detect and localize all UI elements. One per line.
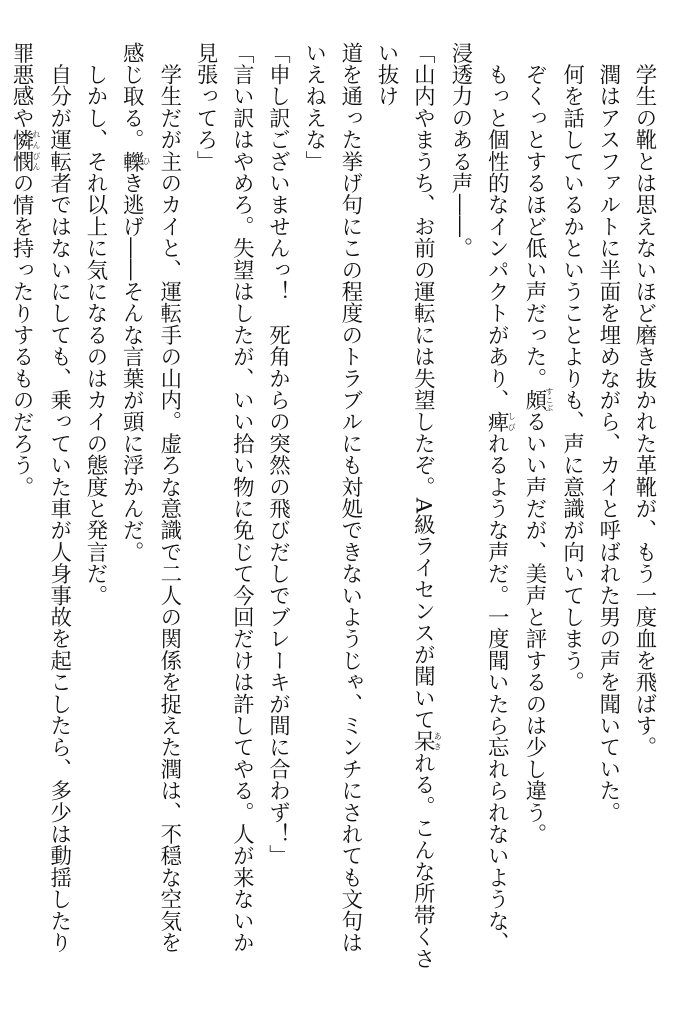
text-line: 浸透力のある声――。 bbox=[447, 42, 473, 259]
indent bbox=[157, 42, 182, 64]
furigana-ruby: 痺しび bbox=[484, 410, 517, 433]
indent bbox=[484, 42, 509, 64]
indent bbox=[632, 42, 657, 64]
furigana-ruby: 呆あき bbox=[410, 730, 443, 753]
text-line: しかし、それ以上に気になるのはカイの態度と発言だ。 bbox=[77, 42, 113, 972]
furigana-reading: しび bbox=[507, 410, 517, 433]
text-line: 道を通った挙げ句にこの程度のトラブルにも対処できないようじゃ、ミンチにされても文句は bbox=[337, 42, 363, 954]
text-line: 学生の靴とは思えないほど磨き抜かれた革靴が、もう一度血を飛ばす。 bbox=[626, 42, 662, 972]
text-line: 罪悪感や憐憫れんびんの情を持ったりするものだろう。 bbox=[9, 42, 42, 498]
furigana-ruby: 憐憫れんびん bbox=[9, 128, 42, 173]
furigana-reading: すこぶ bbox=[544, 387, 554, 413]
text-line: 自分が運転者ではないにしても、乗っていた車が人身事故を起こしたら、多少は動揺したり bbox=[41, 42, 77, 972]
indent bbox=[47, 42, 72, 64]
indent bbox=[522, 42, 547, 64]
furigana-reading: あき bbox=[433, 730, 443, 753]
indent bbox=[596, 42, 621, 64]
furigana-ruby: 轢ひ bbox=[119, 150, 152, 173]
furigana-reading: れんびん bbox=[32, 128, 42, 173]
text-line: 潤はアスファルトに半面を埋めながら、カイと呼ばれた男の声を聞いていた。 bbox=[590, 42, 626, 972]
vertical-text-body bbox=[3, 42, 662, 972]
text-line: 学生だが主のカイと、運転手の山内。虚ろな意識で二人の関係を捉えた潤は、不穏な空気を bbox=[151, 42, 187, 972]
text-line: 見張ってろ」 bbox=[193, 42, 219, 173]
text-line: 「申し訳ございませんっ！ 死角からの突然の飛びだしでブレーキが間に合わず！」 bbox=[265, 42, 291, 867]
furigana-reading: ひ bbox=[142, 150, 152, 173]
text-line: もっと個性的なインパクトがあり、痺しびれるような声だ。一度聞いたら忘れられないような、 bbox=[478, 42, 516, 972]
text-line: 何を話しているかということよりも、声に意識が向いてしまう。 bbox=[553, 42, 589, 972]
text-line: 感じ取る。轢ひき逃げ――そんな言葉が頭に浮かんだ。 bbox=[119, 42, 152, 563]
text-line: ぞくっとするほど低い声だった。頗すこぶるいい声だが、美声と評するのは少し違う。 bbox=[516, 42, 554, 972]
furigana-ruby: 頗すこぶ bbox=[521, 387, 554, 413]
text-line: 「言い訳はやめろ。失望はしたが、いい拾い物に免じて今回だけは許してやる。人が来ないか bbox=[229, 42, 255, 954]
indent bbox=[83, 42, 108, 64]
indent bbox=[560, 42, 585, 64]
text-line: いえねえな」 bbox=[301, 42, 327, 173]
text-line: 「山内やまうち、お前の運転には失望したぞ。A級ライセンスが聞いて呆あきれる。こんな所帯くさい抜け bbox=[374, 42, 443, 970]
